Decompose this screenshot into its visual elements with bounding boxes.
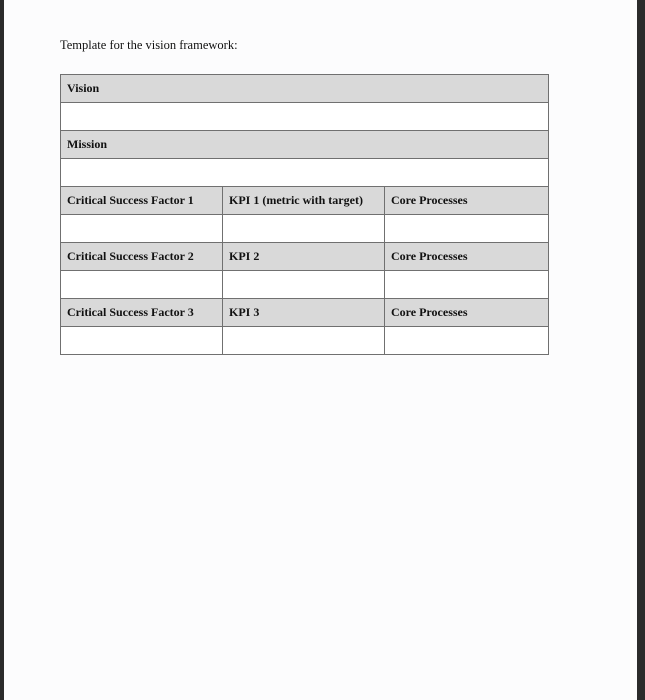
csf1-entry-row [61,215,549,243]
processes1-label: Core Processes [385,187,549,215]
csf2-entry-cell[interactable] [61,271,223,299]
csf3-entry-cell[interactable] [61,327,223,355]
kpi3-entry-cell[interactable] [223,327,385,355]
kpi1-entry-cell[interactable] [223,215,385,243]
vision-framework-table [60,74,549,355]
processes1-entry-cell[interactable] [385,215,549,243]
csf2-entry-row [61,271,549,299]
processes2-entry-cell[interactable] [385,271,549,299]
intro-text: Template for the vision framework: [60,38,238,52]
processes2-label: Core Processes [385,243,549,271]
vision-entry-cell[interactable] [61,103,549,131]
mission-label: Mission [61,131,549,159]
csf3-entry-row [61,327,549,355]
processes3-label: Core Processes [385,299,549,327]
mission-header-row [61,131,549,159]
mission-entry-row [61,159,549,187]
processes3-entry-cell[interactable] [385,327,549,355]
kpi2-entry-cell[interactable] [223,271,385,299]
document-page [4,0,637,700]
csf2-label: Critical Success Factor 2 [61,243,223,271]
csf1-header-row [61,187,549,215]
vision-label: Vision [61,75,549,103]
mission-entry-cell[interactable] [61,159,549,187]
csf1-label: Critical Success Factor 1 [61,187,223,215]
kpi3-label: KPI 3 [223,299,385,327]
csf3-header-row [61,299,549,327]
csf3-label: Critical Success Factor 3 [61,299,223,327]
csf1-entry-cell[interactable] [61,215,223,243]
vision-entry-row [61,103,549,131]
kpi2-label: KPI 2 [223,243,385,271]
csf2-header-row [61,243,549,271]
vision-header-row [61,75,549,103]
kpi1-label: KPI 1 (metric with target) [223,187,385,215]
